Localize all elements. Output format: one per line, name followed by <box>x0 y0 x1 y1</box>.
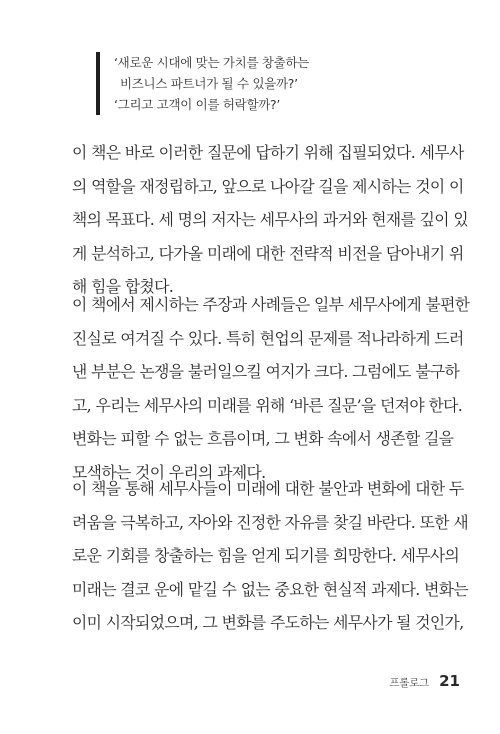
pull-quote <box>96 52 434 115</box>
quote-line: 비즈니스 파트너가 될 수 있을까?’ <box>120 76 298 91</box>
paragraph-line: 려움을 극복하고, 자아와 진정한 자유를 찾길 바란다. 또한 새 <box>72 512 469 532</box>
page-number: 21 <box>439 672 460 690</box>
paragraph-line: 이 책에서 제시하는 주장과 사례들은 일부 세무사에게 불편한 <box>72 295 470 314</box>
quote-line: ‘그리고 고객이 이를 허락할까?’ <box>114 97 281 112</box>
paragraph-line: 미래는 결코 운에 맡길 수 없는 중요한 현실적 과제다. 변화는 <box>72 579 469 599</box>
page-footer <box>389 672 460 690</box>
paragraph-line: 모색하는 것이 우리의 과제다. <box>72 462 266 482</box>
quote-line: ‘새로운 시대에 맞는 가치를 창출하는 <box>114 55 309 70</box>
running-footer-section: 프롤로그 <box>389 677 430 689</box>
paragraph-line: 해 힘을 합쳤다. <box>72 277 174 296</box>
paragraph-line: 이미 시작되었으며, 그 변화를 주도하는 세무사가 될 것인가, <box>72 613 464 632</box>
paragraph-line: 의 역할을 재정립하고, 앞으로 나아갈 길을 제시하는 것이 이 <box>72 176 464 196</box>
paragraph-line: 이 책은 바로 이러한 질문에 답하기 위해 집필되었다. 세무사 <box>72 143 464 162</box>
paragraph-line: 진실로 여겨질 수 있다. 특히 현업의 문제를 적나라하게 드러 <box>72 328 464 348</box>
paragraph-line: 이 책을 통해 세무사들이 미래에 대한 불안과 변화에 대한 두 <box>72 479 464 498</box>
paragraph-line: 게 분석하고, 다가올 미래에 대한 전략적 비전을 담아내기 위 <box>72 243 464 263</box>
paragraph-line: 책의 목표다. 세 명의 저자는 세무사의 과거와 현재를 깊이 있 <box>72 210 469 229</box>
paragraph-line: 로운 기회를 창출하는 힘을 얻게 되기를 희망한다. 세무사의 <box>72 546 460 565</box>
paragraph-line: 변화는 피할 수 없는 흐름이며, 그 변화 속에서 생존할 길을 <box>72 429 454 448</box>
paragraph-line: 고, 우리는 세무사의 미래를 위해 ‘바른 질문’을 던져야 한다. <box>72 395 463 415</box>
paragraph <box>72 472 469 640</box>
paragraph-line: 낸 부분은 논쟁을 불러일으킬 여지가 크다. 그럼에도 불구하 <box>72 362 460 381</box>
paragraph <box>72 136 469 304</box>
